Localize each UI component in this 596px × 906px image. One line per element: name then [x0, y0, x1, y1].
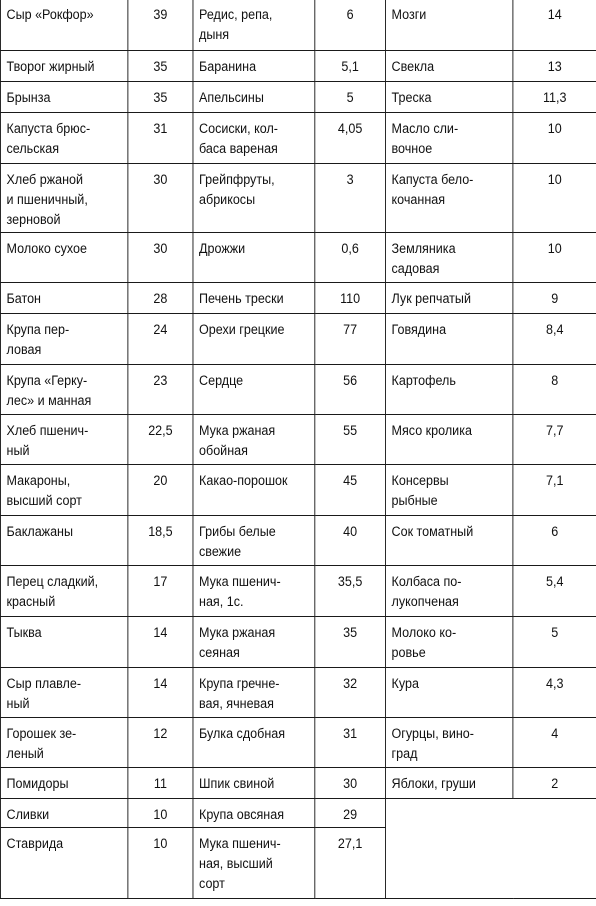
- product-name-cell: Говядина: [385, 314, 512, 365]
- product-name-cell: Яблоки, груши: [385, 768, 512, 799]
- product-name-cell: Перец сладкий, красный: [0, 566, 127, 617]
- product-name-cell: Апельсины: [193, 82, 315, 113]
- product-name-cell: Свекла: [385, 51, 512, 82]
- product-value-cell: 9: [513, 283, 596, 314]
- product-value-cell: 10: [513, 164, 596, 233]
- table-row: [0, 617, 596, 668]
- product-name-cell: Макароны, высший сорт: [0, 465, 127, 516]
- table-row: [0, 82, 596, 113]
- product-value-cell: 77: [315, 314, 386, 365]
- product-name-cell: Хлеб ржаной и пшеничный, зерновой: [0, 164, 127, 233]
- product-value-cell: 12: [128, 718, 193, 768]
- product-name-cell: Батон: [0, 283, 127, 314]
- product-value-cell: 10: [128, 799, 193, 828]
- table-row: [0, 314, 596, 365]
- product-name-cell: Колбаса по- лукопченая: [385, 566, 512, 617]
- product-name-cell: Лук репчатый: [385, 283, 512, 314]
- product-name-cell: Сердце: [193, 365, 315, 415]
- product-value-cell: 32: [315, 668, 386, 718]
- product-value-cell: 110: [315, 283, 386, 314]
- product-name-cell: Масло сли- вочное: [385, 113, 512, 164]
- product-name-cell: Булка сдобная: [193, 718, 315, 768]
- table-row: [0, 283, 596, 314]
- product-name-cell: Молоко ко- ровье: [385, 617, 512, 668]
- table-row: [0, 51, 596, 82]
- product-name-cell: Помидоры: [0, 768, 127, 799]
- product-value-cell: 4,05: [315, 113, 386, 164]
- product-value-cell: 5,4: [513, 566, 596, 617]
- product-value-cell: 4: [513, 718, 596, 768]
- table-row: [0, 415, 596, 465]
- product-value-cell: 40: [315, 516, 386, 566]
- product-value-cell: 35: [315, 617, 386, 668]
- product-value-cell: 30: [128, 164, 193, 233]
- product-value-cell: 6: [513, 516, 596, 566]
- product-name-cell: Тыква: [0, 617, 127, 668]
- product-name-cell: Крупа «Герку- лес» и манная: [0, 365, 127, 415]
- product-value-cell: 4,3: [513, 668, 596, 718]
- product-name-cell: Горошек зе- леный: [0, 718, 127, 768]
- product-value-cell: 8: [513, 365, 596, 415]
- product-value-cell: 10: [128, 828, 193, 899]
- product-name-cell: Сыр плавле- ный: [0, 668, 127, 718]
- table-row: [0, 365, 596, 415]
- product-value-cell: 5: [315, 82, 386, 113]
- product-value-cell: 5: [513, 617, 596, 668]
- product-name-cell: Редис, репа, дыня: [193, 0, 315, 51]
- table-row: [0, 516, 596, 566]
- product-value-cell: 17: [128, 566, 193, 617]
- product-value-cell: 56: [315, 365, 386, 415]
- product-name-cell: Сок томатный: [385, 516, 512, 566]
- product-name-cell: Печень трески: [193, 283, 315, 314]
- product-value-cell: 29: [315, 799, 386, 828]
- product-name-cell: Грибы белые свежие: [193, 516, 315, 566]
- product-name-cell: Сыр «Рокфор»: [0, 0, 127, 51]
- product-name-cell: Картофель: [385, 365, 512, 415]
- product-value-cell: 20: [128, 465, 193, 516]
- product-value-cell: 55: [315, 415, 386, 465]
- product-name-cell: Кура: [385, 668, 512, 718]
- product-value-cell: 22,5: [128, 415, 193, 465]
- product-value-cell: 3: [315, 164, 386, 233]
- table-row: [0, 768, 596, 799]
- product-value-cell: 31: [128, 113, 193, 164]
- product-value-cell: 39: [128, 0, 193, 51]
- product-value-cell: 14: [513, 0, 596, 51]
- product-name-cell: Консервы рыбные: [385, 465, 512, 516]
- table-row: [0, 0, 596, 51]
- product-name-cell: Баранина: [193, 51, 315, 82]
- product-name-cell: Какао-порошок: [193, 465, 315, 516]
- product-name-cell: Мука ржаная обойная: [193, 415, 315, 465]
- product-value-cell: 13: [513, 51, 596, 82]
- product-name-cell: Мука пшенич- ная, 1с.: [193, 566, 315, 617]
- product-value-cell: 7,7: [513, 415, 596, 465]
- product-name-cell: Хлеб пшенич- ный: [0, 415, 127, 465]
- product-value-cell: 8,4: [513, 314, 596, 365]
- product-value-cell: 14: [128, 668, 193, 718]
- product-name-cell: Сосиски, кол- баса вареная: [193, 113, 315, 164]
- product-value-cell: 10: [513, 233, 596, 283]
- product-name-cell: Грейпфруты, абрикосы: [193, 164, 315, 233]
- product-name-cell: Капуста бело- кочанная: [385, 164, 512, 233]
- product-name-cell: Крупа овсяная: [193, 799, 315, 828]
- product-name-cell: Крупа гречне- вая, ячневая: [193, 668, 315, 718]
- product-value-cell: 5,1: [315, 51, 386, 82]
- product-name-cell: Сливки: [0, 799, 127, 828]
- product-value-cell: 18,5: [128, 516, 193, 566]
- product-name-cell: Шпик свиной: [193, 768, 315, 799]
- product-value-cell: 45: [315, 465, 386, 516]
- table-row: [0, 233, 596, 283]
- table-row: [0, 799, 596, 828]
- product-value-cell: 23: [128, 365, 193, 415]
- product-value-cell: 27,1: [315, 828, 386, 899]
- product-value-cell: 0,6: [315, 233, 386, 283]
- table-row: [0, 465, 596, 516]
- product-name-cell: Капуста брюс- сельская: [0, 113, 127, 164]
- product-value-cell: 14: [128, 617, 193, 668]
- product-name-cell: Брынза: [0, 82, 127, 113]
- product-name-cell: Мука пшенич- ная, высший сорт: [193, 828, 315, 899]
- table-row: [0, 668, 596, 718]
- product-value-cell: 6: [315, 0, 386, 51]
- product-value-cell: 31: [315, 718, 386, 768]
- product-value-cell: 11,3: [513, 82, 596, 113]
- product-value-cell: 28: [128, 283, 193, 314]
- product-name-cell: Огурцы, вино- град: [385, 718, 512, 768]
- product-value-cell: 30: [128, 233, 193, 283]
- product-value-cell: 35,5: [315, 566, 386, 617]
- empty-cell: [385, 799, 596, 899]
- product-name-cell: Дрожжи: [193, 233, 315, 283]
- product-name-cell: Ставрида: [0, 828, 127, 899]
- product-value-cell: 24: [128, 314, 193, 365]
- product-name-cell: Земляника садовая: [385, 233, 512, 283]
- product-name-cell: Молоко сухое: [0, 233, 127, 283]
- product-name-cell: Орехи грецкие: [193, 314, 315, 365]
- product-value-cell: 11: [128, 768, 193, 799]
- product-value-cell: 2: [513, 768, 596, 799]
- product-value-cell: 35: [128, 82, 193, 113]
- product-value-cell: 30: [315, 768, 386, 799]
- table-row: [0, 164, 596, 233]
- product-value-cell: 7,1: [513, 465, 596, 516]
- product-name-cell: Баклажаны: [0, 516, 127, 566]
- product-name-cell: Треска: [385, 82, 512, 113]
- product-value-cell: 10: [513, 113, 596, 164]
- table-row: [0, 113, 596, 164]
- product-name-cell: Мозги: [385, 0, 512, 51]
- product-name-cell: Мука ржаная сеяная: [193, 617, 315, 668]
- product-name-cell: Творог жирный: [0, 51, 127, 82]
- product-name-cell: Мясо кролика: [385, 415, 512, 465]
- table-row: [0, 718, 596, 768]
- table-row: [0, 566, 596, 617]
- product-name-cell: Крупа пер- ловая: [0, 314, 127, 365]
- product-value-cell: 35: [128, 51, 193, 82]
